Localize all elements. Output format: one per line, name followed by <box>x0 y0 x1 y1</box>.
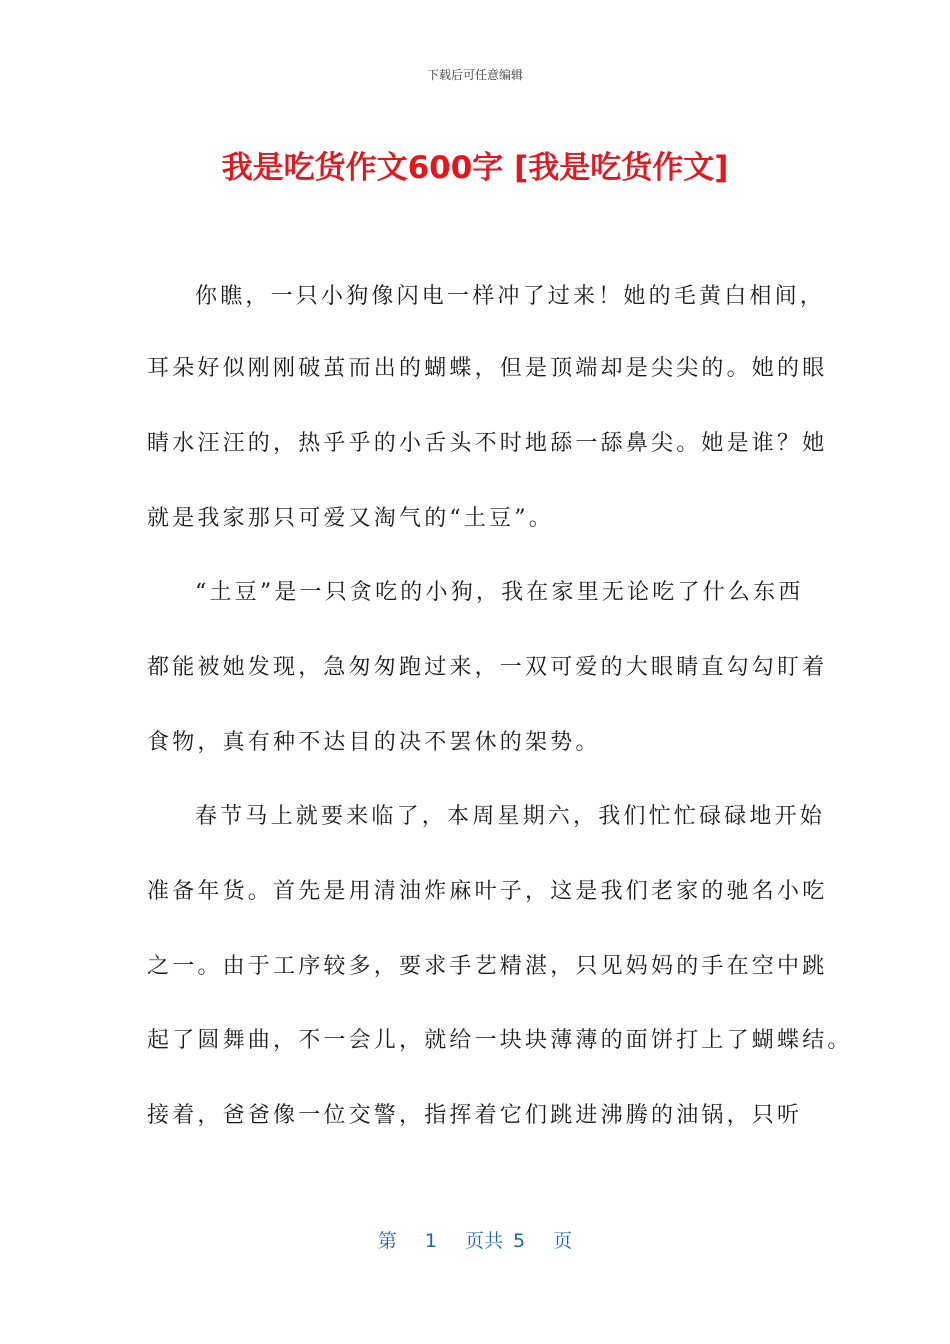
footer-prefix: 第 <box>377 1230 397 1252</box>
body-line: 睛水汪汪的，热乎乎的小舌头不时地舔一舔鼻尖。她是谁？她 <box>147 431 828 456</box>
body-line: 耳朵好似刚刚破茧而出的蝴蝶，但是顶端却是尖尖的。她的眼 <box>147 356 828 381</box>
footer-middle: 页共 <box>464 1230 503 1252</box>
body-line: 之一。由于工序较多，要求手艺精湛，只见妈妈的手在空中跳 <box>147 954 828 979</box>
body-line: “土豆”是一只贪吃的小狗，我在家里无论吃了什么东西 <box>195 580 804 605</box>
footer-total-pages: 5 <box>513 1230 526 1252</box>
body-line: 起了圆舞曲，不一会儿，就给一块块薄薄的面饼打上了蝴蝶结。 <box>147 1028 853 1053</box>
body-line: 就是我家那只可爱又淘气的“土豆”。 <box>147 506 554 531</box>
body-line: 你瞧，一只小狗像闪电一样冲了过来！她的毛黄白相间， <box>195 284 826 309</box>
body-line: 食物，真有种不达目的决不罢休的架势。 <box>147 730 601 755</box>
header-note: 下载后可任意编辑 <box>426 68 523 82</box>
footer-suffix: 页 <box>553 1230 573 1252</box>
body-line: 准备年货。首先是用清油炸麻叶子，这是我们老家的驰名小吃 <box>147 879 828 904</box>
document-title: 我是吃货作文600字 [我是吃货作文] <box>221 150 729 186</box>
body-line: 春节马上就要来临了，本周星期六，我们忙忙碌碌地开始 <box>195 804 826 829</box>
body-line: 接着，爸爸像一位交警，指挥着它们跳进沸腾的油锅，只听 <box>147 1103 803 1128</box>
body-line: 都能被她发现，急匆匆跑过来，一双可爱的大眼睛直勾勾盯着 <box>147 655 828 680</box>
footer-page-number: 1 <box>424 1230 437 1252</box>
page-footer <box>0 1226 950 1253</box>
